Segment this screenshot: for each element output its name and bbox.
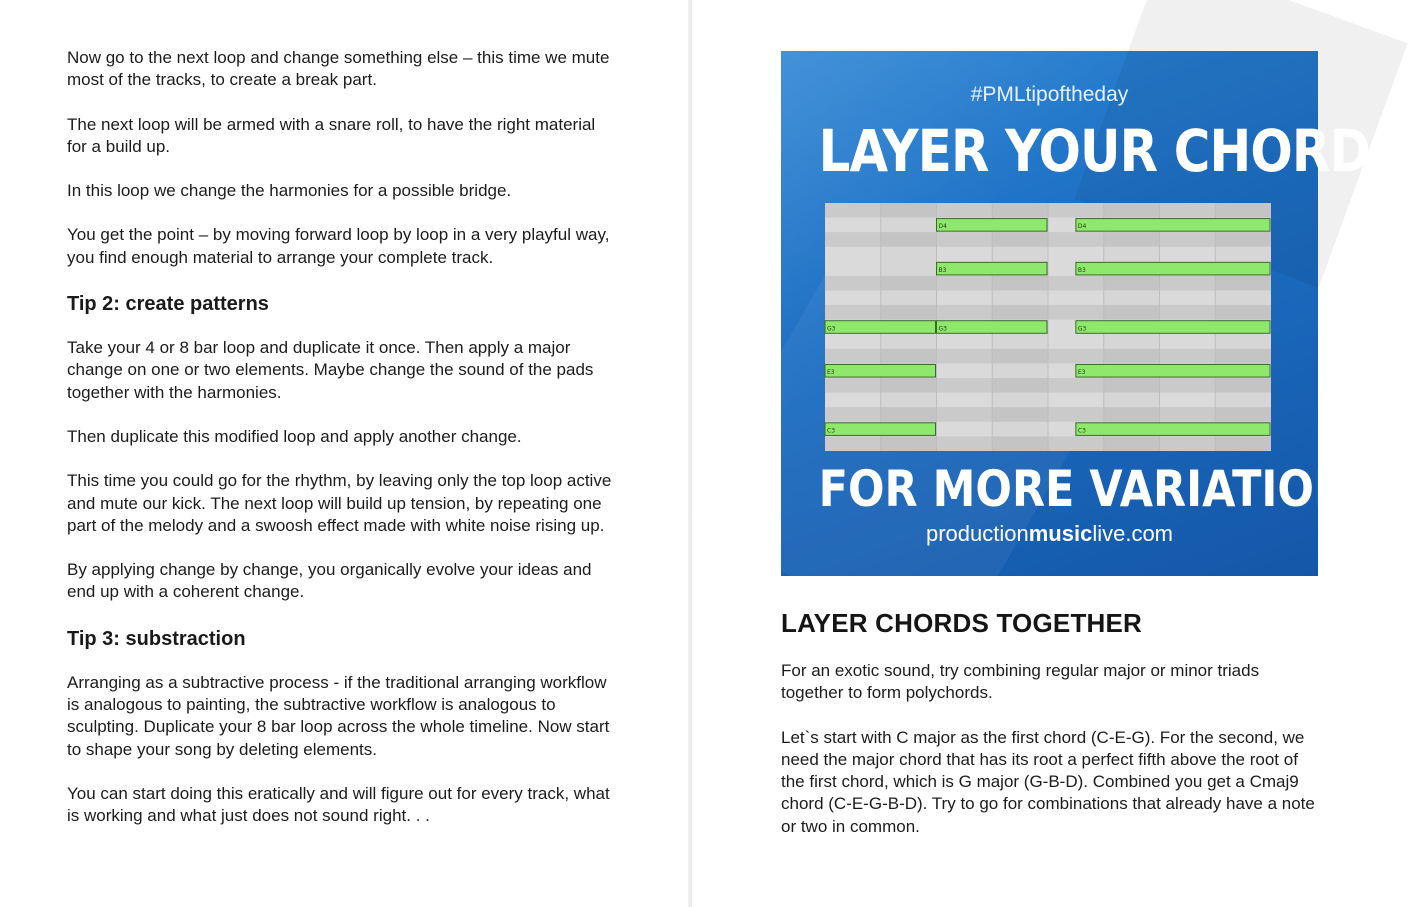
note-label: G3 bbox=[938, 325, 947, 333]
right-page bbox=[692, 0, 1406, 907]
chord-note bbox=[1076, 262, 1270, 275]
note-block bbox=[937, 262, 1048, 275]
right-text-column bbox=[781, 606, 1326, 860]
note-block bbox=[825, 423, 936, 436]
site-prefix: production bbox=[925, 521, 1029, 546]
note-label: D4 bbox=[1077, 223, 1087, 231]
note-block bbox=[825, 364, 936, 377]
paragraph: By applying change by change, you organically evolve your ideas and end up with a coherent change. bbox=[67, 560, 592, 602]
note-label: B3 bbox=[1077, 266, 1086, 274]
note-block bbox=[937, 321, 1048, 334]
poster-hashtag: #PMLtipoftheday bbox=[970, 83, 1129, 106]
tip3-heading: Tip 3: substraction bbox=[67, 627, 246, 650]
chord-note bbox=[937, 262, 1048, 275]
paragraph: You get the point – by moving forward loop by loop in a very playful way, you find enough material to arrange your complete track. bbox=[67, 225, 610, 267]
note-label: C3 bbox=[827, 427, 836, 435]
chord-note bbox=[825, 321, 936, 334]
chord-note bbox=[825, 423, 936, 436]
paragraph: Let`s start with C major as the first chord (C-E-G). For the second, we need the major chord that has its root a perfect fifth above the root of the first chord, which is G major (G-B-D). Combined you get a Cmaj9 chord (C-E-G-B-D). Try to go for combinations that already have a note or two in common. bbox=[781, 727, 1315, 836]
paragraph: The next loop will be armed with a snare roll, to have the right material for a build up. bbox=[67, 114, 596, 156]
chord-note bbox=[1076, 321, 1270, 334]
note-block bbox=[1076, 321, 1270, 334]
note-label: B3 bbox=[938, 266, 947, 274]
note-label: C3 bbox=[1077, 427, 1086, 435]
note-label: G3 bbox=[1077, 325, 1087, 333]
left-page bbox=[0, 0, 690, 907]
note-label: E3 bbox=[1077, 369, 1086, 377]
paragraph: This time you could go for the rhythm, by leaving only the top loop active and mute our kick. The next loop will build up tension, by repeating one part of the melody and a swoosh effect made with white noise rising up. bbox=[67, 471, 612, 535]
chord-note bbox=[1076, 364, 1270, 377]
site-bold: music bbox=[1028, 521, 1093, 546]
paragraph: In this loop we change the harmonies for a possible bridge. bbox=[67, 181, 512, 201]
section-heading: LAYER CHORDS TOGETHER bbox=[781, 608, 1143, 638]
note-block bbox=[1076, 364, 1270, 377]
chord-note bbox=[1076, 423, 1270, 436]
piano-roll-grid bbox=[825, 203, 1271, 451]
note-block bbox=[937, 219, 1048, 232]
chords-poster-image bbox=[781, 51, 1406, 576]
paragraph: Arranging as a subtractive process - if the traditional arranging workflow is analogous to painting, the subtractive workflow is analogous to sculpting. Duplicate your 8 bar loop across the whole timeline. Now start to shape your song by deleting elements. bbox=[67, 672, 610, 759]
note-label: G3 bbox=[827, 325, 836, 333]
chord-note bbox=[1076, 219, 1270, 232]
poster-subtitle: FOR MORE VARIATION bbox=[818, 460, 1350, 518]
note-block bbox=[1076, 262, 1270, 275]
chord-note bbox=[825, 364, 936, 377]
poster-website bbox=[781, 521, 1318, 547]
note-label: D4 bbox=[938, 223, 947, 231]
paragraph: Then duplicate this modified loop and apply another change. bbox=[67, 426, 522, 446]
piano-roll bbox=[825, 203, 1271, 451]
note-block bbox=[1076, 423, 1270, 436]
note-block bbox=[1076, 219, 1270, 232]
poster-title: LAYER YOUR CHORDS bbox=[818, 117, 1406, 185]
paragraph: Take your 4 or 8 bar loop and duplicate it once. Then apply a major change on one or two elements. Maybe change the sound of the pads together with the harmonies. bbox=[67, 338, 594, 402]
left-text-column bbox=[67, 47, 612, 850]
paragraph: You can start doing this eratically and will figure out for every track, what is working and what just does not sound right. . . bbox=[67, 783, 610, 826]
site-suffix: live.com bbox=[1092, 521, 1174, 546]
paragraph: For an exotic sound, try combining regular major or minor triads together to form polychords. bbox=[781, 661, 1260, 703]
tip2-heading: Tip 2: create patterns bbox=[67, 293, 269, 316]
note-label: E3 bbox=[827, 369, 835, 377]
note-block bbox=[825, 321, 936, 334]
paragraph: Now go to the next loop and change something else – this time we mute most of the tracks, to create a break part. bbox=[67, 48, 610, 90]
chord-note bbox=[937, 321, 1048, 334]
chord-note bbox=[937, 219, 1048, 232]
